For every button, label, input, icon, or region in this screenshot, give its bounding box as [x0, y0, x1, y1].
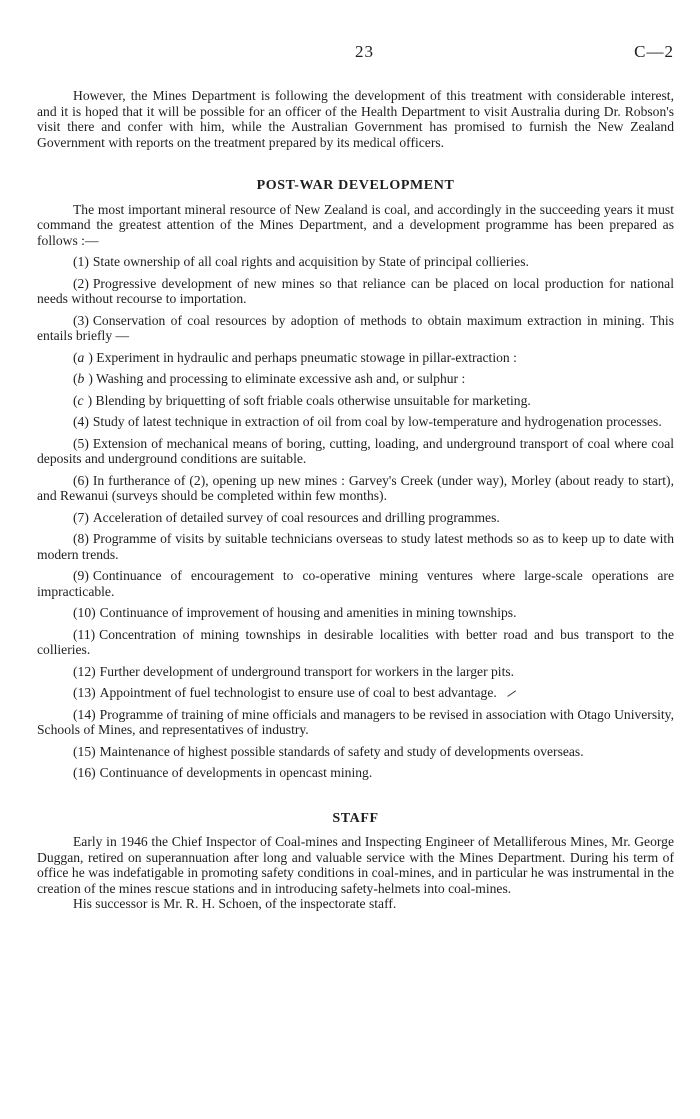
list-item: [37, 707, 674, 738]
item-text: Experiment in hydraulic and perhaps pneumatic stowage in pillar-extraction :: [96, 349, 517, 365]
document-reference: C—2: [634, 42, 674, 61]
staff-heading: STAFF: [332, 810, 379, 826]
list-item: [37, 627, 674, 658]
item-number: (5): [73, 435, 89, 451]
item-number: (6): [73, 472, 89, 488]
item-text: Further development of underground transport for workers in the larger pits.: [99, 663, 515, 679]
item-number: (13): [73, 685, 96, 700]
item-number: (4): [73, 414, 89, 429]
item-text: In furtherance of (2), opening up new mines : Garvey's Creek (under way), Morley (about ready to start), and Rewanui (surveys should be completed within few months).: [37, 472, 674, 503]
item-text: Continuance of developments in opencast mining.: [99, 765, 373, 780]
item-number: (10): [73, 605, 96, 620]
list-item: [37, 568, 674, 599]
list-item: [37, 276, 674, 307]
item-text: Appointment of fuel technologist to ensure use of coal to best advantage.: [99, 685, 497, 700]
page-number: 23: [355, 42, 374, 61]
margin-tick-mark: [507, 690, 516, 697]
item-number: (12): [73, 663, 96, 679]
item-number: (16): [73, 765, 96, 780]
item-text: Washing and processing to eliminate excessive ash and, or sulphur :: [96, 371, 466, 386]
item-letter: c: [77, 392, 84, 408]
document-body: [37, 88, 674, 912]
item-text: Acceleration of detailed survey of coal resources and drilling programmes.: [92, 509, 500, 525]
item-number: (9): [73, 568, 89, 583]
item-number: (14): [73, 706, 96, 722]
item-text: Conservation of coal resources by adoption of methods to obtain maximum extraction in mining. This entails briefly —: [37, 312, 674, 343]
item-number: (15): [73, 743, 96, 759]
sub-list-item: (c ) Blending by briquetting of soft friable coals otherwise unsuitable for marketing.: [73, 392, 531, 408]
item-text: Extension of mechanical means of boring, cutting, loading, and underground transport of coal where coal deposits and underground conditions are suitable.: [37, 435, 674, 466]
running-header: [37, 42, 674, 64]
item-text: Maintenance of highest possible standards of safety and study of developments overseas.: [99, 743, 584, 759]
list-item: [37, 254, 674, 270]
intro-paragraph: However, the Mines Department is following the development of this treatment with considerable interest, and it is hoped that it will be possible for an officer of the Health Department to visit Australia during Dr. Robson's visit there and confer with him, while the Australian Government has promised to furnish the New Zealand Government with reports on the treatment prepared by its medical officers.: [37, 88, 674, 150]
list-item: [37, 765, 674, 781]
item-text: Concentration of mining townships in desirable localities with better road and bus transport to the collieries.: [37, 626, 674, 657]
list-item: [37, 436, 674, 467]
item-number: (11): [73, 626, 96, 642]
sub-list-item: (b ) Washing and processing to eliminate excessive ash and, or sulphur :: [73, 371, 466, 386]
item-text: Continuance of encouragement to co-operative mining ventures where large-scale operations are impracticable.: [37, 568, 674, 599]
list-item: [37, 414, 674, 430]
list-item: [37, 531, 674, 562]
item-text: State ownership of all coal rights and acquisition by State of principal collieries.: [92, 254, 529, 269]
item-text: Progressive development of new mines so that reliance can be placed on local production for national needs without recourse to importation.: [37, 275, 674, 306]
list-item: [37, 744, 674, 760]
item-number: (7): [73, 509, 89, 525]
sub-list-item: (a ) Experiment in hydraulic and perhaps pneumatic stowage in pillar-extraction :: [73, 349, 517, 365]
list-item: [37, 685, 674, 701]
item-text: Study of latest technique in extraction of oil from coal by low-temperature and hydrogenation processes.: [92, 414, 662, 429]
list-item: [37, 473, 674, 504]
item-number: (8): [73, 531, 89, 546]
list-item: [37, 510, 674, 526]
staff-paragraph: Early in 1946 the Chief Inspector of Coal-mines and Inspecting Engineer of Metalliferous Mines, Mr. George Duggan, retired on superannuation after long and valuable service with the Mines Department. During his term of office he was indefatigable in promoting safety conditions in coal-mines, and in particular he was instrumental in the creation of the mines rescue stations and in introducing safety-helmets into coal-mines.: [37, 834, 674, 896]
list-item: [37, 664, 674, 680]
item-letter: a: [77, 349, 85, 365]
programme-list: [37, 254, 674, 781]
item-text: Blending by briquetting of soft friable coals otherwise unsuitable for marketing.: [95, 392, 531, 408]
post-war-intro: The most important mineral resource of New Zealand is coal, and accordingly in the succeeding years it must command the greatest attention of the Mines Department, and a development programme has been prepared as follows :—: [37, 201, 674, 248]
item-number: (3): [73, 312, 89, 328]
item-text: Programme of training of mine officials and managers to be revised in association with Otago University, Schools of Mines, and representatives of industry.: [37, 706, 674, 737]
post-war-heading: POST-WAR DEVELOPMENT: [256, 178, 455, 193]
list-item: [37, 605, 674, 621]
staff-paragraph: His successor is Mr. R. H. Schoen, of the inspectorate staff.: [73, 896, 397, 911]
item-text: Programme of visits by suitable technicians overseas to study latest methods so as to keep up to date with modern trends.: [37, 531, 674, 562]
item-letter: b: [77, 371, 85, 386]
item-number: (2): [73, 275, 89, 291]
list-item: [37, 313, 674, 344]
item-number: (1): [73, 254, 89, 269]
item-text: Continuance of improvement of housing and amenities in mining townships.: [99, 605, 517, 620]
